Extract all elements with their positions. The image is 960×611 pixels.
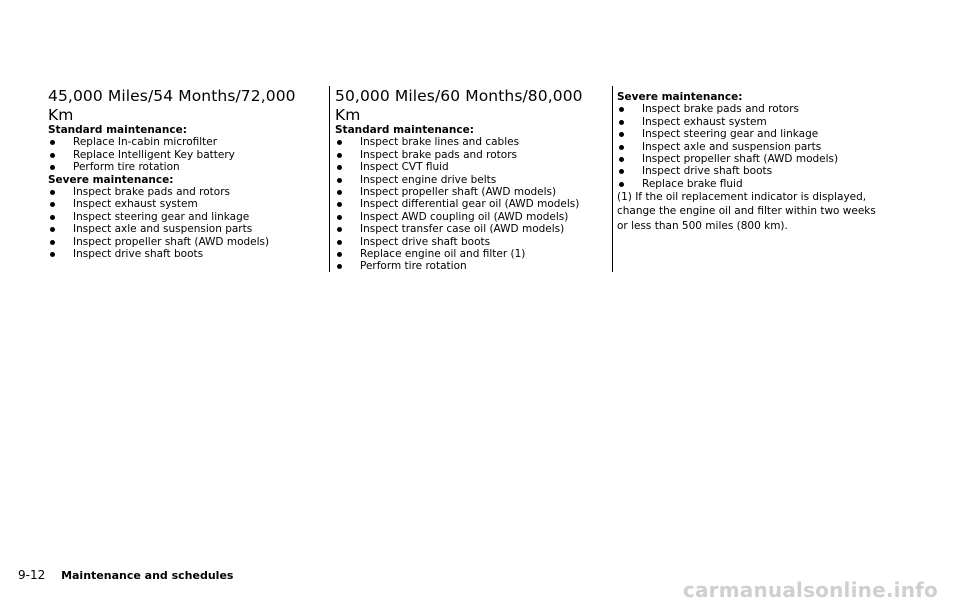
bullet-icon: [50, 227, 55, 232]
list-item: Replace Intelligent Key battery: [48, 149, 328, 161]
bullet-icon: [337, 252, 342, 257]
severe-maintenance-label: Severe maintenance:: [48, 173, 174, 186]
interval-heading-50000: 50,000 Miles/60 Months/80,000 Km: [335, 87, 583, 124]
list-item: Perform tire rotation: [335, 260, 610, 272]
standard-maintenance-label: Standard maintenance:: [48, 124, 187, 136]
list-item: Inspect axle and suspension parts: [48, 223, 328, 235]
list-item: Inspect drive shaft boots: [48, 248, 328, 260]
list-item: Inspect brake pads and rotors: [335, 149, 610, 161]
interval-heading-45000: 45,000 Miles/54 Months/72,000 Km: [48, 87, 296, 124]
severe-maintenance-list: [48, 186, 328, 260]
standard-maintenance-list: [48, 136, 328, 173]
list-item: Inspect brake pads and rotors: [617, 103, 917, 115]
severe-maintenance-list: [617, 103, 917, 190]
bullet-icon: [50, 215, 55, 220]
list-item: Replace In-cabin microfilter: [48, 136, 328, 148]
bullet-icon: [50, 240, 55, 245]
list-item: Inspect transfer case oil (AWD models): [335, 223, 610, 235]
list-item: Inspect exhaust system: [617, 116, 917, 128]
footnote-oil-indicator: (1) If the oil replacement indicator is displayed, change the engine oil and filter within two weeks or less than 500 miles (800 km).: [617, 191, 876, 232]
bullet-icon: [337, 140, 342, 145]
bullet-icon: [619, 132, 624, 137]
bullet-icon: [337, 240, 342, 245]
list-item: Replace engine oil and filter (1): [335, 248, 610, 260]
bullet-icon: [337, 202, 342, 207]
bullet-icon: [50, 165, 55, 170]
list-item: Perform tire rotation: [48, 161, 328, 173]
list-item: Inspect AWD coupling oil (AWD models): [335, 211, 610, 223]
severe-maintenance-label: Severe maintenance:: [617, 91, 743, 103]
bullet-icon: [337, 190, 342, 195]
column-divider: [612, 86, 613, 272]
bullet-icon: [619, 157, 624, 162]
bullet-icon: [50, 202, 55, 207]
bullet-icon: [50, 140, 55, 145]
list-item: Inspect brake pads and rotors: [48, 186, 328, 198]
page-number: 9-12: [18, 568, 46, 582]
maintenance-block-50000-severe: [617, 91, 917, 233]
column-divider: [329, 86, 330, 272]
page-footer: [18, 567, 233, 584]
list-item: Inspect differential gear oil (AWD models): [335, 198, 610, 210]
maintenance-block-50000-standard: [335, 124, 610, 273]
list-item: Inspect CVT fluid: [335, 161, 610, 173]
bullet-icon: [619, 169, 624, 174]
bullet-icon: [619, 107, 624, 112]
bullet-icon: [337, 264, 342, 269]
watermark-text: carmanualsonline.info: [682, 578, 938, 602]
bullet-icon: [337, 215, 342, 220]
list-item: Inspect axle and suspension parts: [617, 141, 917, 153]
list-item: Inspect brake lines and cables: [335, 136, 610, 148]
list-item: Inspect exhaust system: [48, 198, 328, 210]
maintenance-block-45000: [48, 124, 328, 260]
list-item: Inspect propeller shaft (AWD models): [617, 153, 917, 165]
bullet-icon: [50, 190, 55, 195]
bullet-icon: [619, 120, 624, 125]
list-item: Replace brake fluid: [617, 178, 917, 190]
footer-section-title: Maintenance and schedules: [61, 569, 234, 582]
bullet-icon: [337, 227, 342, 232]
list-item: Inspect propeller shaft (AWD models): [335, 186, 610, 198]
bullet-icon: [337, 153, 342, 158]
bullet-icon: [337, 178, 342, 183]
bullet-icon: [50, 252, 55, 257]
standard-maintenance-label: Standard maintenance:: [335, 124, 474, 136]
bullet-icon: [50, 153, 55, 158]
bullet-icon: [619, 182, 624, 187]
list-item: Inspect engine drive belts: [335, 174, 610, 186]
list-item: Inspect drive shaft boots: [617, 165, 917, 177]
list-item: Inspect steering gear and linkage: [617, 128, 917, 140]
list-item: Inspect steering gear and linkage: [48, 211, 328, 223]
bullet-icon: [619, 145, 624, 150]
bullet-icon: [337, 165, 342, 170]
list-item: Inspect propeller shaft (AWD models): [48, 236, 328, 248]
standard-maintenance-list: [335, 136, 610, 272]
list-item: Inspect drive shaft boots: [335, 236, 610, 248]
